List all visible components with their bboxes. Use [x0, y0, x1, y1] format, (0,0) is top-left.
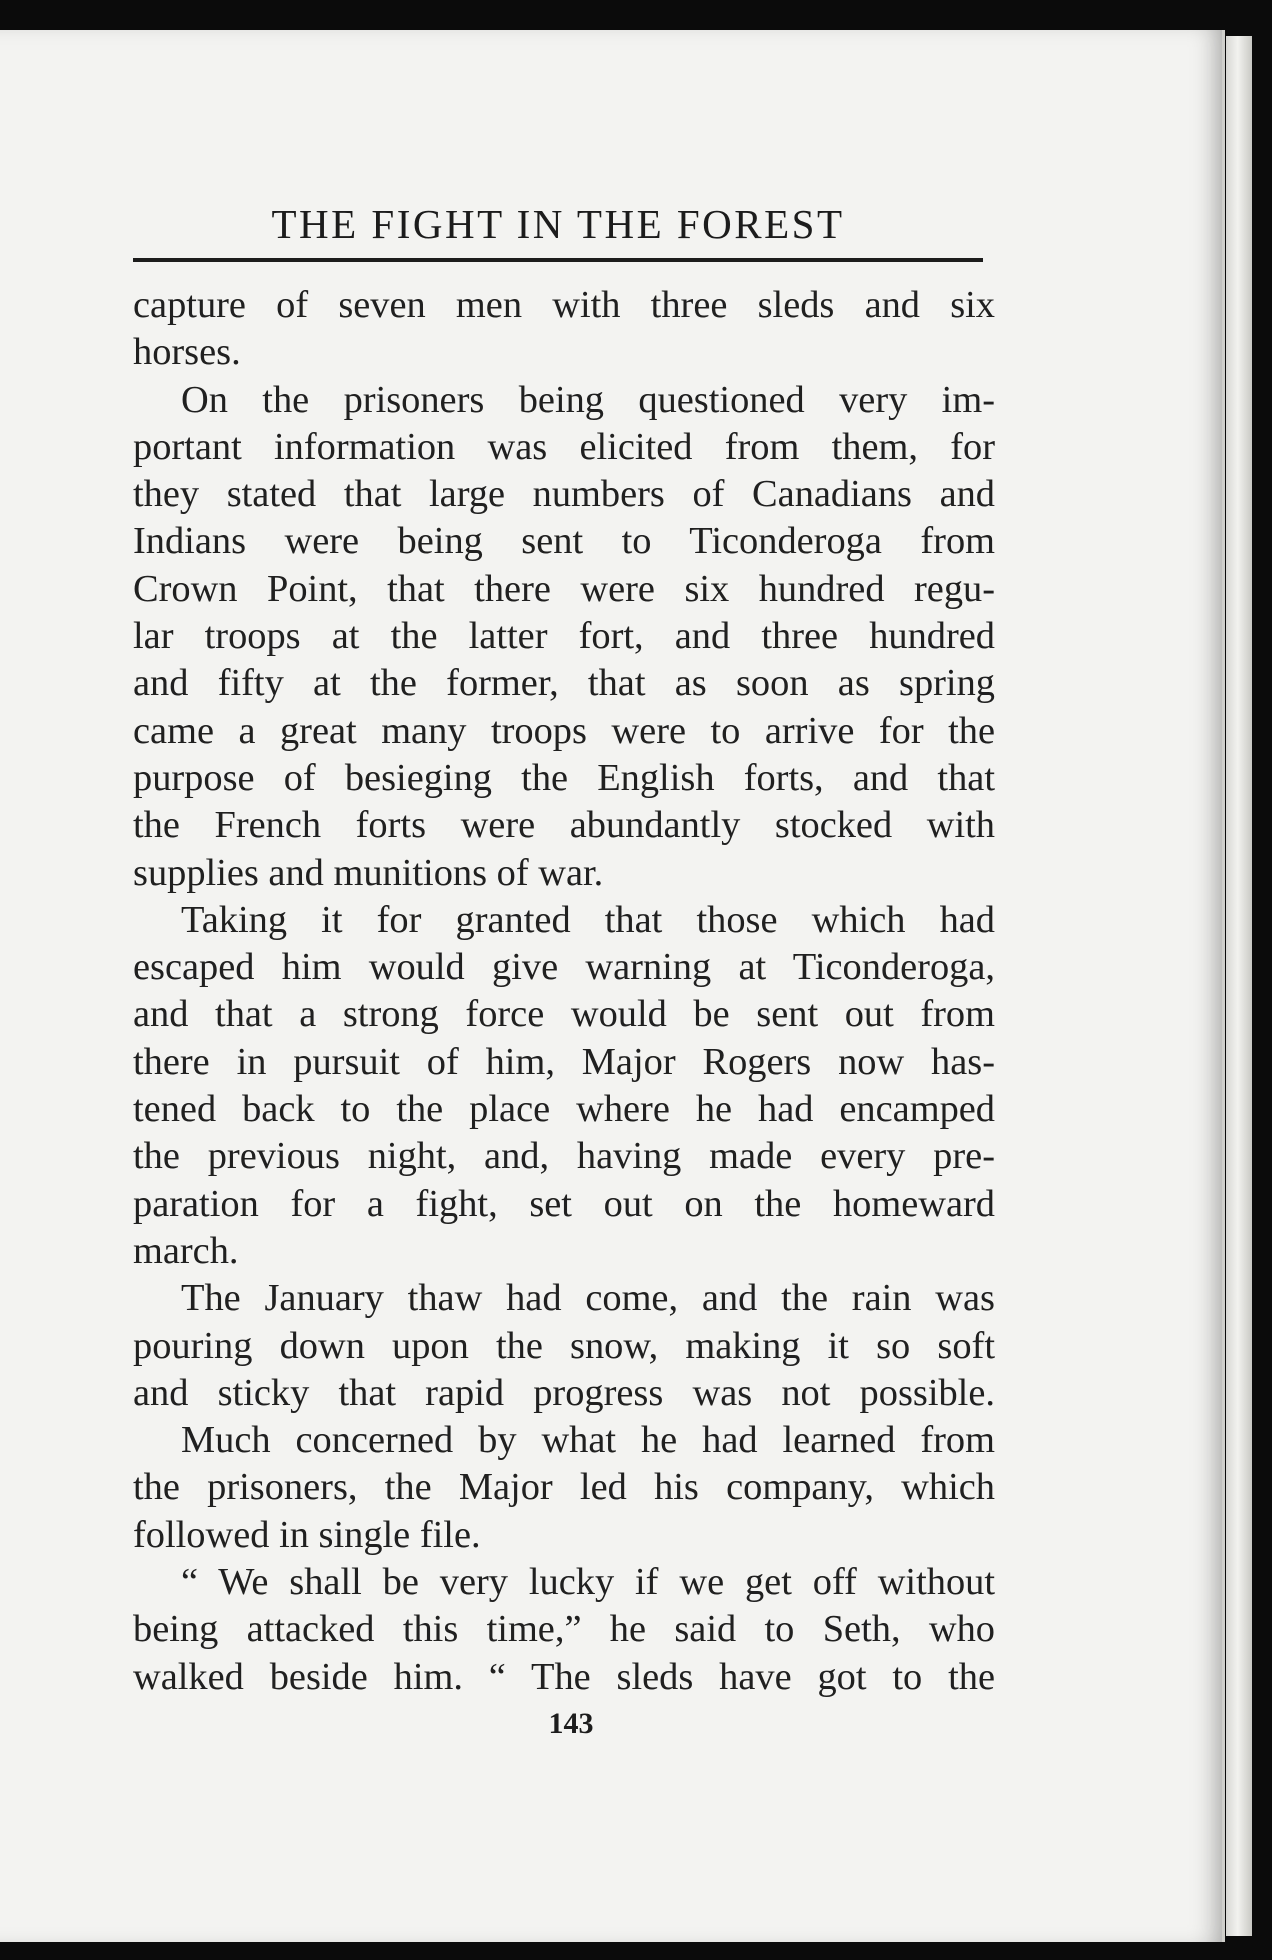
running-head: [133, 188, 983, 262]
text-line: came a great many troops were to arrive for the: [133, 709, 995, 752]
text-line: purpose of besieging the English forts, and that: [133, 756, 995, 799]
running-head-title: THE FIGHT IN THE FOREST: [271, 201, 845, 247]
text-line: lar troops at the latter fort, and three hundred: [133, 615, 995, 658]
text-line: march.: [133, 1229, 239, 1272]
text-line: portant information was elicited from them, for: [133, 425, 995, 468]
text-line: Much concerned by what he had learned from: [181, 1419, 995, 1462]
text-line: horses.: [133, 331, 241, 374]
text-line: being attacked this time,” he said to Seth, who: [133, 1608, 995, 1651]
text-line: and fifty at the former, that as soon as spring: [133, 662, 995, 705]
text-line: supplies and munitions of war.: [133, 851, 604, 894]
text-line: they stated that large numbers of Canadians and: [133, 473, 995, 516]
page-edge: [1226, 36, 1252, 1936]
text-line: tened back to the place where he had encamped: [133, 1088, 995, 1131]
text-line: there in pursuit of him, Major Rogers now has-: [133, 1040, 995, 1083]
text-line: capture of seven men with three sleds and six: [133, 284, 995, 326]
text-line: On the prisoners being questioned very im-: [181, 378, 995, 421]
body-text: [133, 282, 995, 1701]
text-line: the French forts were abundantly stocked with: [133, 804, 995, 847]
text-line: Crown Point, that there were six hundred regu-: [133, 567, 995, 610]
text-line: paration for a fight, set out on the homeward: [133, 1182, 995, 1225]
text-line: escaped him would give warning at Ticonderoga,: [133, 946, 995, 989]
text-line: pouring down upon the snow, making it so soft: [133, 1324, 995, 1367]
text-line: walked beside him. “ The sleds have got to the: [133, 1655, 995, 1698]
text-line: the previous night, and, having made every pre-: [133, 1135, 995, 1178]
text-line: and that a strong force would be sent out from: [133, 993, 995, 1036]
text-line: the prisoners, the Major led his company, which: [133, 1466, 995, 1509]
text-line: “ We shall be very lucky if we get off without: [181, 1561, 995, 1604]
book-page: [0, 30, 1225, 1942]
text-line: followed in single file.: [133, 1513, 481, 1556]
text-line: and sticky that rapid progress was not possible.: [133, 1371, 995, 1414]
text-line: Taking it for granted that those which had: [181, 898, 995, 941]
text-line: The January thaw had come, and the rain was: [181, 1277, 995, 1320]
text-line: Indians were being sent to Ticonderoga from: [133, 520, 995, 563]
page-number: 143: [548, 1707, 594, 1740]
